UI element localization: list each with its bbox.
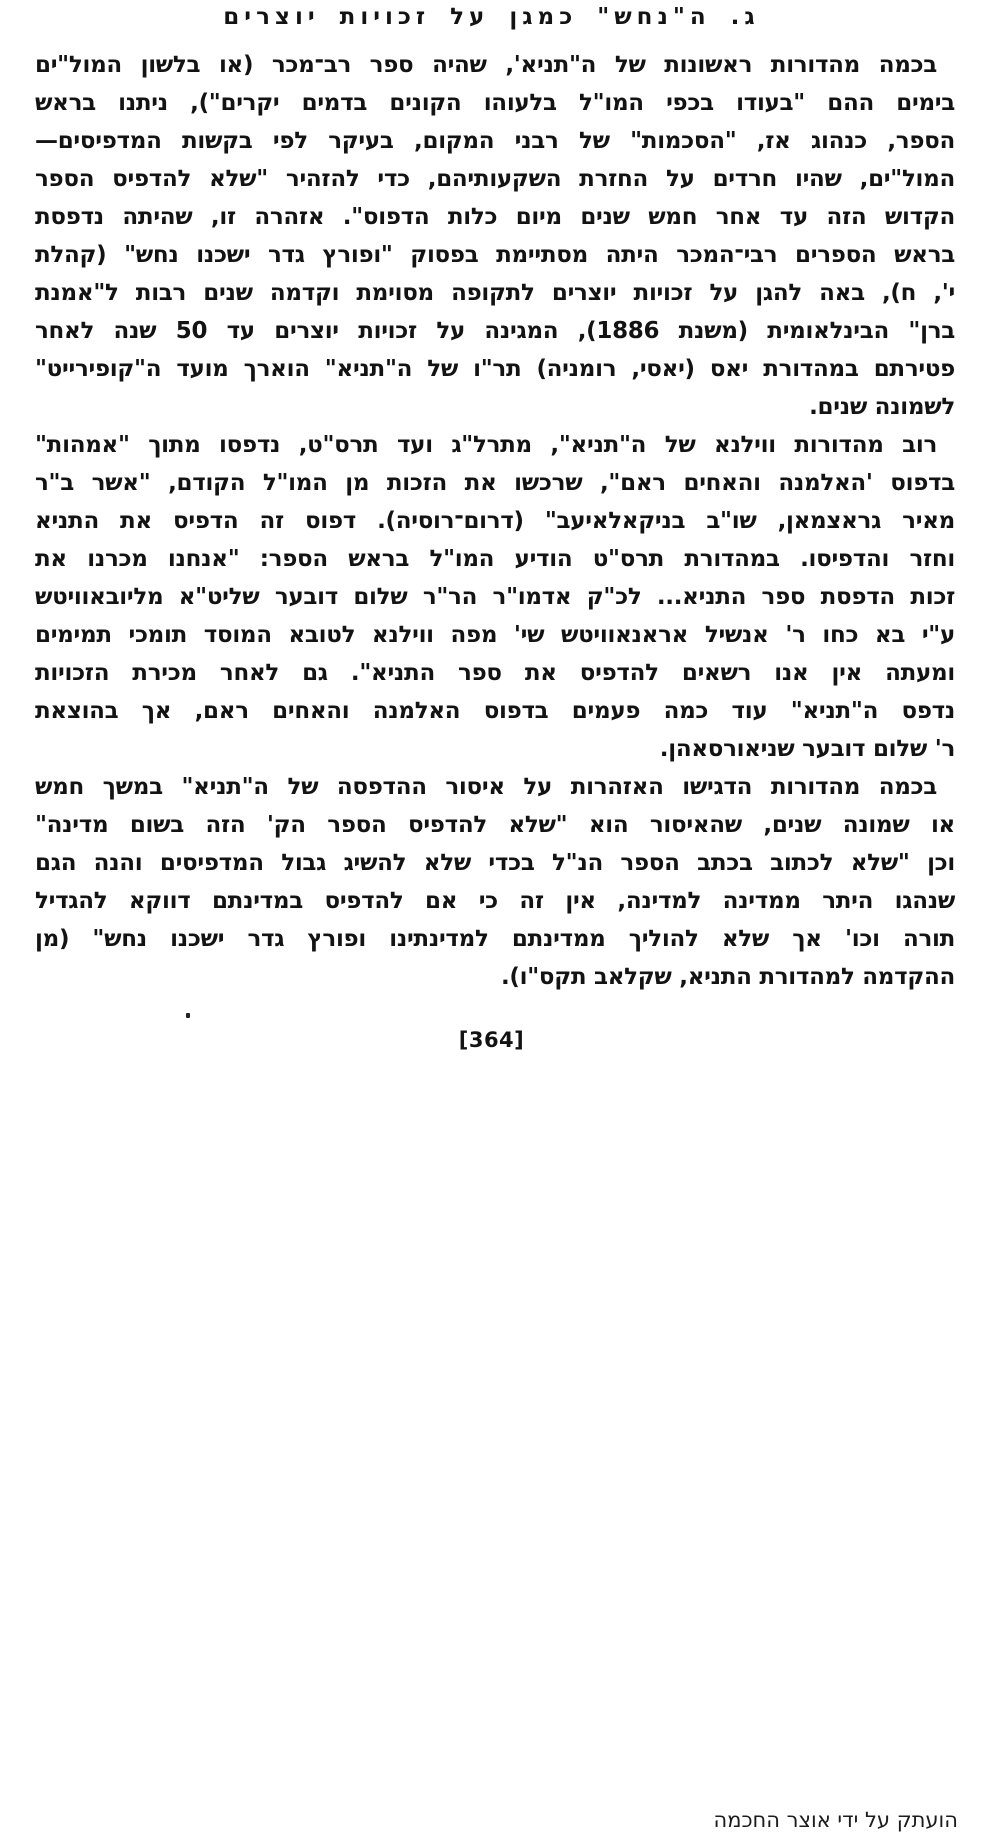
text-line: וכן "שלא לכתוב בכתב הספר הנ"ל בכדי שלא להשיג גבול המדפיסים והנה הגם: [35, 850, 955, 876]
paragraph: [35, 46, 955, 426]
paragraph: [35, 426, 955, 768]
text-line: ברן" הבינלאומית (משנת 1886), המגינה על זכויות יוצרים עד 50 שנה לאחר: [35, 318, 955, 344]
text-line: או שמונה שנים, שהאיסור הוא "שלא להדפיס הספר הק' הזה בשום מדינה": [35, 812, 955, 838]
text-line: בדפוס 'האלמנה והאחים ראם", שרכשו את הזכות מן המו"ל הקודם, "אשר ב"ר: [35, 470, 955, 496]
text-line: י', ח), באה להגן על זכויות יוצרים לתקופה מסוימת וקדמה שנים רבות ל"אמנת: [35, 280, 955, 306]
text-line: מאיר גראצמאן, שו"ב בניקאלאיעב" (דרום־רוסיה). דפוס זה הדפיס את התניא: [35, 508, 955, 534]
text-line: הקדוש הזה עד אחר חמש שנים מיום כלות הדפוס". אזהרה זו, שהיתה נדפסת: [35, 204, 955, 230]
scan-speck: [186, 1013, 190, 1018]
page-number: [364]: [458, 1028, 525, 1052]
text-line: רוב מהדורות ווילנא של ה"תניא", מתרל"ג ועד תרס"ט, נדפסו מתוך "אמהות": [35, 432, 937, 458]
text-line: הספר, כנהוג אז, "הסכמות" של רבני המקום, בעיקר לפי בקשות המדפיסים—: [35, 128, 955, 154]
text-line: המול"ים, שהיו חרדים על החזרת השקעותיהם, כדי להזהיר "שלא להדפיס הספר: [35, 166, 955, 192]
text-line: נדפס ה"תניא" עוד כמה פעמים בדפוס האלמנה והאחים ראם, אך בהוצאת: [35, 698, 955, 724]
text-line: ע"י בא כחו ר' אנשיל אראנאוויטש שי' מפה ווילנא לטובא המוסד תומכי תמימים: [35, 622, 955, 648]
text-line: זכות הדפסת ספר התניא... לכ"ק אדמו"ר הר"ר שלום דובער שליט"א מליובאוויטש: [35, 584, 955, 610]
section-heading: ג. ה"נחש" כמגן על זכויות יוצרים: [223, 4, 760, 30]
text-line: לשמונה שנים.: [809, 394, 955, 420]
text-line: בכמה מהדורות הדגישו האזהרות על איסור ההדפסה של ה"תניא" במשך חמש: [35, 774, 937, 800]
text-line: בימים ההם "בעודו בכפי המו"ל בלעוהו הקונים בדמים יקרים"), ניתנו בראש: [35, 90, 955, 116]
text-line: ההקדמה למהדורת התניא, שקלאב תקס"ו).: [500, 964, 955, 990]
text-line: בראש הספרים רבי־המכר היתה מסתיימת בפסוק "ופורץ גדר ישכנו נחש" (קהלת: [35, 242, 955, 268]
text-line: בכמה מהדורות ראשונות של ה"תניא', שהיה ספר רב־מכר (או בלשון המול"ים: [35, 52, 937, 78]
text-line: ומעתה אין אנו רשאים להדפיס את ספר התניא". גם לאחר מכירת הזכויות: [35, 660, 955, 686]
body-text: [35, 46, 955, 996]
text-line: תורה וכו' אך שלא להוליך ממדינתם למדינתינו ופורץ גדר ישכנו נחש" (מן: [35, 926, 955, 952]
paragraph: [35, 768, 955, 996]
text-line: ר' שלום דובער שניאורסאהן.: [659, 736, 955, 762]
watermark-credit: הועתק על ידי אוצר החכמה: [713, 1808, 958, 1832]
text-line: פטירתם במהדורת יאס (יאסי, רומניה) תר"ו של ה"תניא" הוארך מועד ה"קופירייט": [35, 356, 955, 382]
text-line: שנהגו היתר ממדינה למדינה, אין זה כי אם להדפיס במדינתם דווקא להגדיל: [35, 888, 955, 914]
text-line: וחזר והדפיסו. במהדורת תרס"ט הודיע המו"ל בראש הספר: "אנחנו מכרנו את: [35, 546, 955, 572]
